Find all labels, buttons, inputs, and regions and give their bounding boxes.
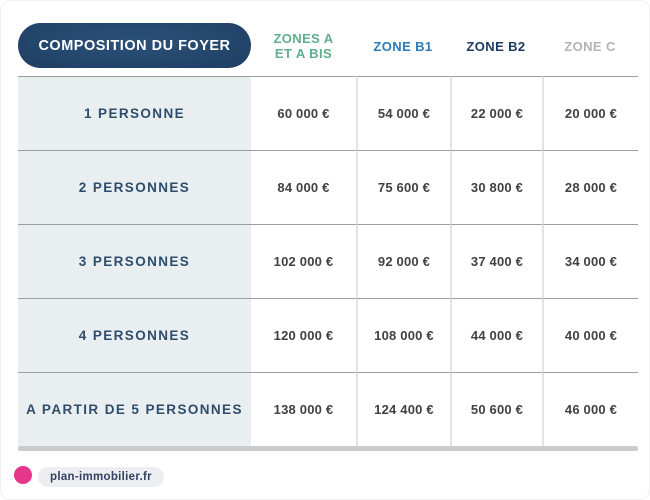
- table-value-cell: 120 000 €: [251, 298, 356, 372]
- table-value-cell: 46 000 €: [542, 372, 638, 446]
- brand-pill: [38, 467, 164, 487]
- table-value-cell: 37 400 €: [450, 224, 542, 298]
- table-row-label: 1 PERSONNE: [18, 76, 251, 150]
- table-row-label: 3 PERSONNES: [18, 224, 251, 298]
- column-header-zone-b2-label: ZONE B2: [466, 38, 526, 54]
- table-value-cell: 108 000 €: [356, 298, 450, 372]
- corner-header-label: COMPOSITION DU FOYER: [38, 37, 231, 54]
- table-value-cell: 28 000 €: [542, 150, 638, 224]
- table-row-label: A PARTIR DE 5 PERSONNES: [18, 372, 251, 446]
- table-value-cell: 50 600 €: [450, 372, 542, 446]
- brand-dot-icon: [14, 466, 32, 484]
- table-value-cell: 22 000 €: [450, 76, 542, 150]
- column-header-zone-b1: [356, 27, 450, 65]
- column-header-zone-b2: [450, 27, 542, 65]
- column-header-zones-a: [251, 27, 356, 65]
- table-bottom-bar: [18, 446, 638, 451]
- column-header-zones-a-label: ZONES A ET A BIS: [273, 31, 334, 61]
- income-threshold-table: [18, 76, 638, 446]
- table-value-cell: 75 600 €: [356, 150, 450, 224]
- table-row-label: 4 PERSONNES: [18, 298, 251, 372]
- table-value-cell: 30 800 €: [450, 150, 542, 224]
- corner-header-pill: [18, 23, 251, 68]
- column-header-zone-b1-label: ZONE B1: [373, 38, 433, 54]
- table-value-cell: 60 000 €: [251, 76, 356, 150]
- table-value-cell: 40 000 €: [542, 298, 638, 372]
- table-value-cell: 44 000 €: [450, 298, 542, 372]
- column-header-zone-c: [542, 27, 638, 65]
- table-value-cell: 124 400 €: [356, 372, 450, 446]
- column-header-zone-c-label: ZONE C: [564, 38, 616, 54]
- table-row-label: 2 PERSONNES: [18, 150, 251, 224]
- brand-label: plan-immobilier.fr: [50, 471, 152, 483]
- table-value-cell: 102 000 €: [251, 224, 356, 298]
- table-value-cell: 84 000 €: [251, 150, 356, 224]
- table-value-cell: 34 000 €: [542, 224, 638, 298]
- table-value-cell: 54 000 €: [356, 76, 450, 150]
- table-value-cell: 138 000 €: [251, 372, 356, 446]
- table-value-cell: 92 000 €: [356, 224, 450, 298]
- table-value-cell: 20 000 €: [542, 76, 638, 150]
